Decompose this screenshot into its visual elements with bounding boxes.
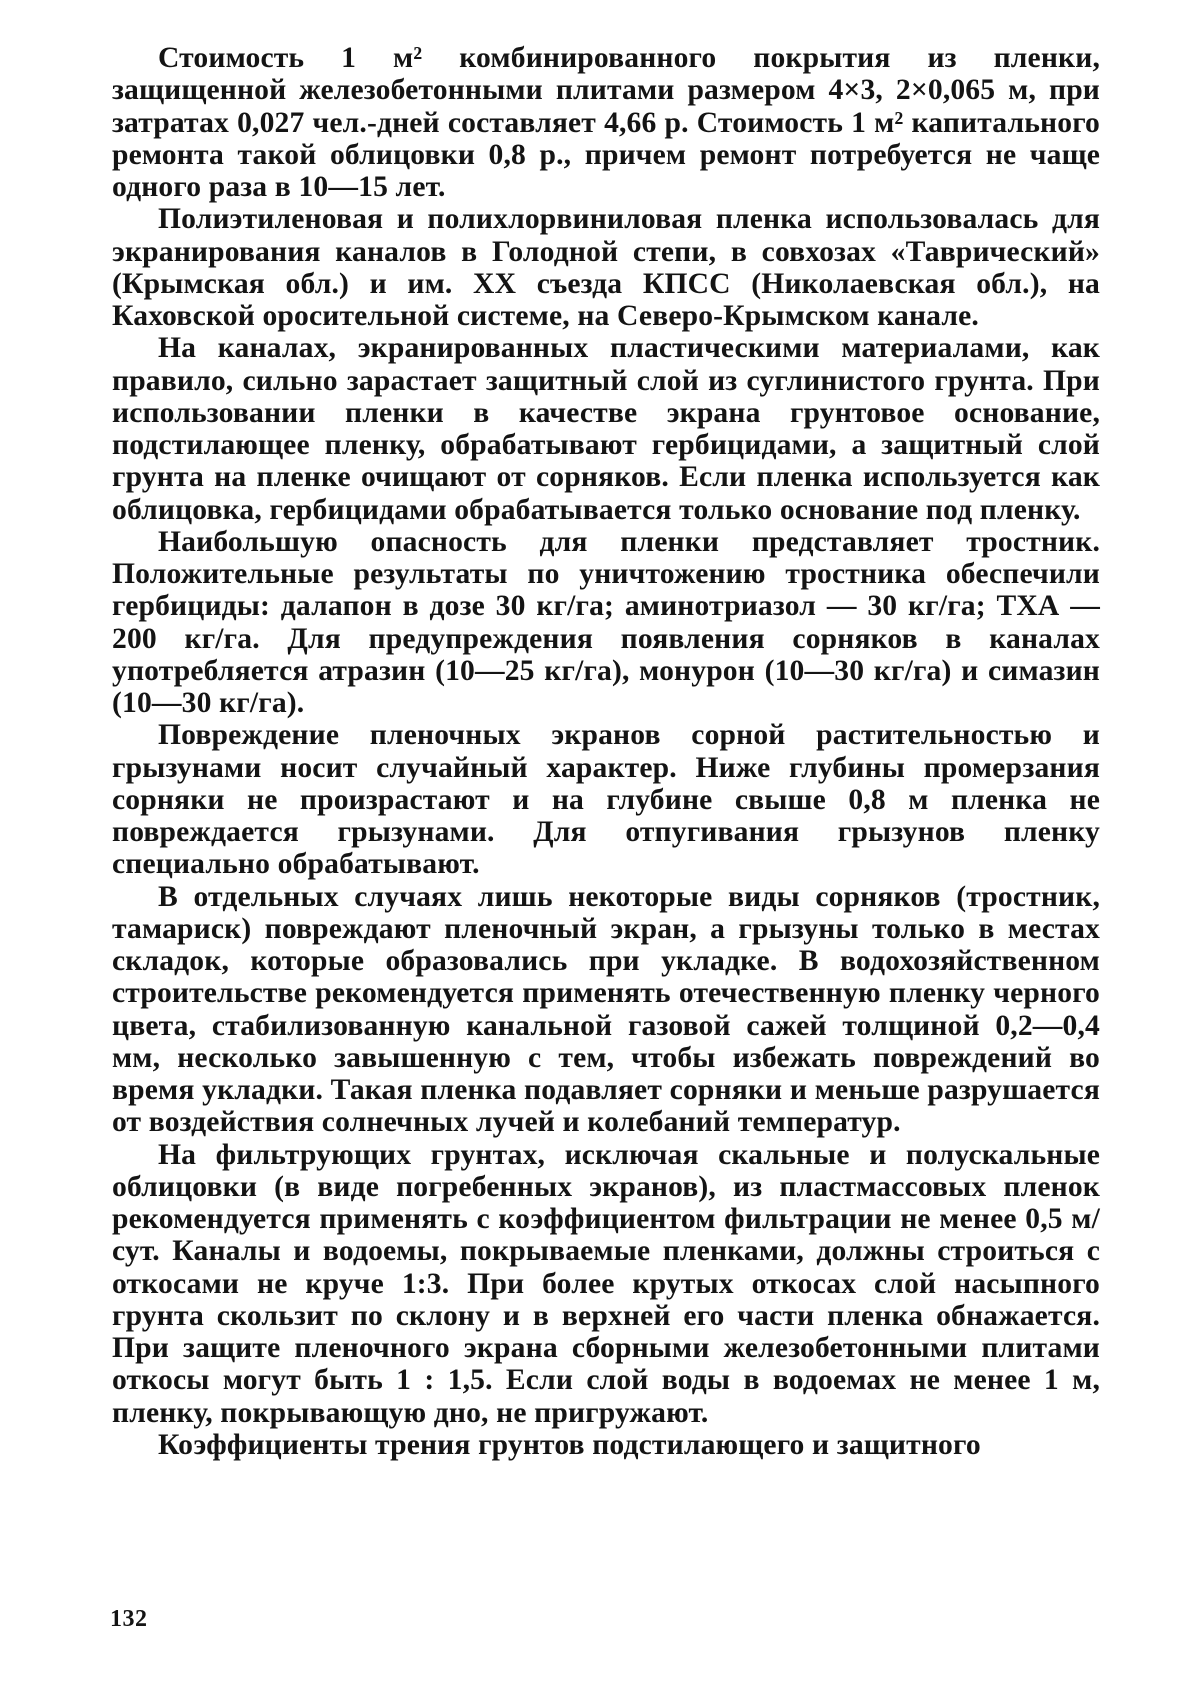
paragraph-6: В отдельных случаях лишь некоторые виды сорняков (тростник, тамариск) повреждают пленочный экран, а грызуны только в местах складок, которые образовались при укладке. В водохозяйственном строительстве рекомендуется применять отечественную пленку черного цвета, стабилизованную канальной газовой сажей толщиной 0,2—0,4 мм, несколько завышенную с тем, чтобы избежать повреждений во время укладки. Такая пленка подавляет сорняки и меньше разрушается от воздействия солнечных лучей и колебаний температур.	[112, 880, 1100, 1139]
paragraph-4: Наибольшую опасность для пленки представляет тростник. Положительные результаты по уничтожению тростника обеспечили гербициды: далапон в дозе 30 кг/га; аминотриазол — 30 кг/га; ТХА — 200 кг/га. Для предупреждения появления сорняков в каналах употребляется атразин (10—25 кг/га), монурон (10—30 кг/га) и симазин (10—30 кг/га).	[112, 525, 1100, 719]
paragraph-5: Повреждение пленочных экранов сорной растительностью и грызунами носит случайный характер. Ниже глубины промерзания сорняки не произрастают и на глубине свыше 0,8 м пленка не повреждается грызунами. Для отпугивания грызунов пленку специально обрабатывают.	[112, 719, 1100, 881]
paragraph-8: Коэффициенты трения грунтов подстилающего и защитного	[158, 1428, 981, 1461]
body-text	[112, 42, 1100, 1461]
paragraph-2: Полиэтиленовая и полихлорвиниловая пленка использовалась для экранирования каналов в Голодной степи, в совхозах «Таврический» (Крымская обл.) и им. XX съезда КПСС (Николаевская обл.), на Каховской оросительной системе, на Северо-Крымском канале.	[112, 203, 1100, 332]
page-number: 132	[110, 1606, 148, 1632]
paragraph-1: Стоимость 1 м² комбинированного покрытия из пленки, защищенной железобетонными плитами размером 4×3, 2×0,065 м, при затратах 0,027 чел.-дней составляет 4,66 р. Стоимость 1 м² капитального ремонта такой облицовки 0,8 р., причем ремонт потребуется не чаще одного раза в 10—15 лет.	[112, 42, 1100, 203]
paragraph-3: На каналах, экранированных пластическими материалами, как правило, сильно зарастает защитный слой из суглинистого грунта. При использовании пленки в качестве экрана грунтовое основание, подстилающее пленку, обрабатывают гербицидами, а защитный слой грунта на пленке очищают от сорняков. Если пленка используется как облицовка, гербицидами обрабатывается только основание под пленку.	[112, 332, 1100, 526]
paragraph-7: На фильтрующих грунтах, исключая скальные и полускальные облицовки (в виде погребенных экранов), из пластмассовых пленок рекомендуется применять с коэффициентом фильтрации не менее 0,5 м/сут. Каналы и водоемы, покрываемые пленками, должны строиться с откосами не круче 1:3. При более крутых откосах слой насыпного грунта скользит по склону и в верхней его части пленка обнажается. При защите пленочного экрана сборными железобетонными плитами откосы могут быть 1 : 1,5. Если слой воды в водоемах не менее 1 м, пленку, покрывающую дно, не пригружают.	[112, 1138, 1100, 1429]
